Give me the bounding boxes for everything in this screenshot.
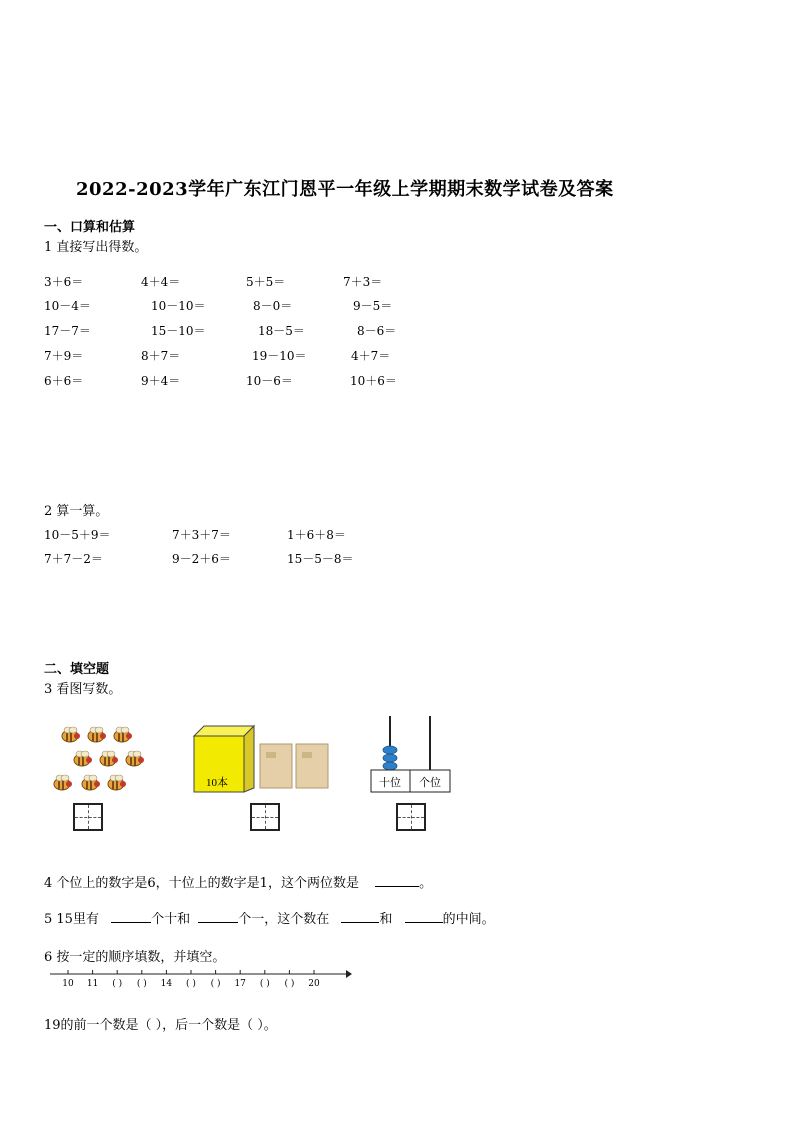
question-5 [44,908,495,927]
oral-equation: 8－6＝ [357,324,397,338]
oral-equation: 9＋4＝ [141,374,181,388]
answer-box-abacus[interactable] [396,803,426,831]
answer-blank-q5-high[interactable] [405,910,443,923]
oral-equation: 6＋6＝ [44,374,84,388]
question-6-label: 6 按一定的顺序填数，并填空。 [44,950,226,965]
mixed-equation: 10－5＋9＝ [44,528,111,542]
abacus-tens-label: 十位 [379,776,401,789]
answer-box-books[interactable] [250,803,280,831]
number-line-label: 10 [62,979,74,989]
oral-equation: 15－10＝ [151,324,206,338]
number-line-blank[interactable]: ( ) [136,979,147,989]
mixed-equation: 7＋7－2＝ [44,552,103,566]
mixed-equation: 15－5－8＝ [287,552,354,566]
question-2-label: 2 算一算。 [44,504,109,519]
question-4-text: 4 个位上的数字是6，十位上的数字是1，这个两位数是 [44,876,359,891]
books-picture [192,724,332,794]
oral-equation: 10－6＝ [246,374,293,388]
number-line [48,968,354,996]
mixed-equation: 7＋3＋7＝ [172,528,231,542]
oral-equation: 9－5＝ [353,299,393,313]
oral-equation: 17－7＝ [44,324,91,338]
number-line-label: 11 [86,979,99,989]
oral-equation: 7＋9＝ [44,349,84,363]
oral-equation: 19－10＝ [252,349,307,363]
number-line-label: 20 [308,979,320,989]
abacus-ones-label: 个位 [419,776,441,789]
question-5-part-d: 和 [379,912,393,927]
bees-illustration [50,724,150,804]
mixed-equation: 9－2＋6＝ [172,552,231,566]
number-line-label: 17 [234,979,246,989]
answer-blank-q5-ones[interactable] [198,910,238,923]
oral-equation: 5＋5＝ [246,275,286,289]
oral-equation: 10－4＝ [44,299,91,313]
oral-equation: 10＋6＝ [350,374,397,388]
question-1-label: 1 直接写出得数。 [44,240,148,255]
answer-blank-q5-low[interactable] [341,910,379,923]
question-3-label: 3 看图写数。 [44,682,122,697]
book-box-illustration [192,724,332,794]
answer-box-bees[interactable] [73,803,103,831]
section-heading-2: 二、填空题 [44,662,110,677]
question-4-end: 。 [419,876,433,891]
oral-equation: 18－5＝ [258,324,305,338]
book-box-label: 10本 [206,777,228,789]
number-line-blank[interactable]: ( ) [112,979,123,989]
number-line-blank[interactable]: ( ) [259,979,270,989]
mixed-equation: 1＋6＋8＝ [287,528,346,542]
question-6-followup: 19的前一个数是（ ），后一个数是（ ）。 [44,1018,277,1033]
question-5-part-a: 5 15里有 [44,912,99,927]
number-line-blank[interactable]: ( ) [186,979,196,989]
section-heading-1: 一、口算和估算 [44,220,136,235]
oral-equation: 4＋7＝ [351,349,391,363]
oral-equation: 4＋4＝ [141,275,181,289]
abacus-picture [370,714,452,794]
oral-equation: 10－10＝ [151,299,206,313]
oral-equation: 8＋7＝ [141,349,181,363]
number-line-blank[interactable]: ( ) [210,979,221,989]
answer-blank-q5-tens[interactable] [111,910,151,923]
oral-equation: 3＋6＝ [44,275,84,289]
number-line-blank[interactable]: ( ) [284,979,295,989]
oral-equation: 8－0＝ [253,299,293,313]
bees-picture [50,724,150,804]
question-4 [44,872,432,891]
oral-equation: 7＋3＝ [343,275,383,289]
page-title: 2022-2023学年广东江门恩平一年级上学期期末数学试卷及答案 [76,179,614,200]
question-5-part-c: 个一，这个数在 [238,912,330,927]
question-5-part-b: 个十和 [151,912,191,927]
number-line-label: 14 [160,979,173,989]
question-5-part-e: 的中间。 [442,912,495,927]
answer-blank-q4[interactable] [375,874,419,887]
